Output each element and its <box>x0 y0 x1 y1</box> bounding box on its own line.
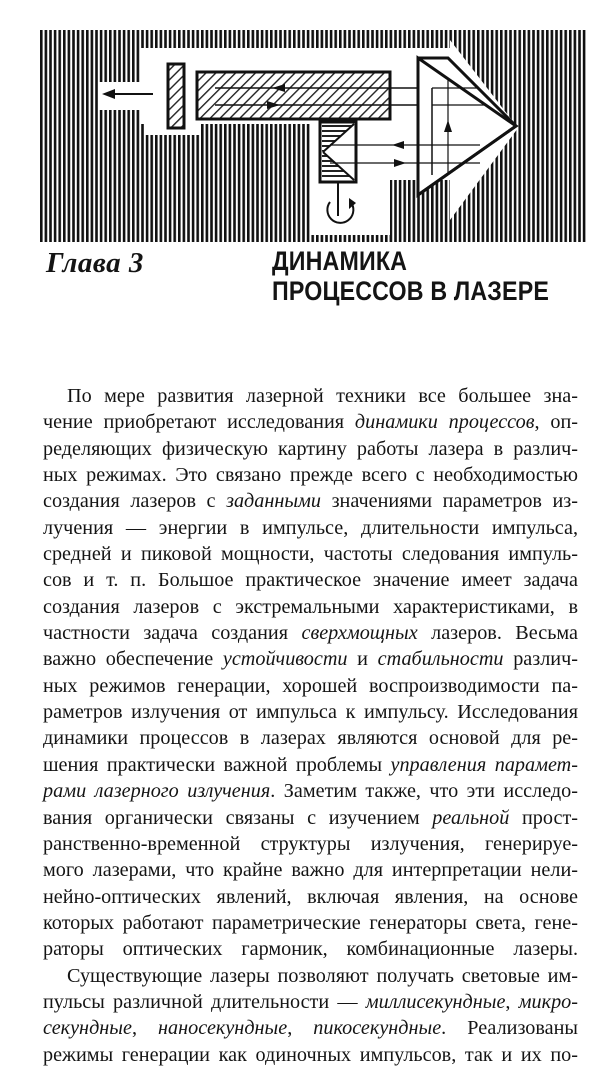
emphasis-text: миллисекундные <box>365 990 506 1013</box>
text-run: пульсы различной длительности — <box>43 990 366 1013</box>
emphasis-text: динамики процессов <box>354 411 535 434</box>
text-run: Существующие лазеры позволяют получать световые им- <box>67 964 578 987</box>
text-run: динамики процессов в лазерах являются основой для ре- <box>43 727 578 750</box>
emphasis-text: стабильности <box>377 648 504 671</box>
text-run: различ- <box>503 648 578 671</box>
text-run: раторы оптических гармоник, комбинационные лазеры. <box>43 938 578 961</box>
text-run: прост- <box>509 806 578 829</box>
text-line <box>43 699 578 725</box>
text-run: ределяющих физическую картину работы лазера в различ- <box>43 437 578 460</box>
text-run: сов и т. п. Большое практическое значение имеет задача <box>43 569 578 592</box>
emphasis-text: сверхмощных <box>301 622 418 645</box>
text-line <box>43 884 578 910</box>
text-run: . Заметим также, что эти исследо- <box>270 780 578 803</box>
emphasis-text: пикосекундные <box>313 1017 442 1040</box>
laser-schematic-figure <box>40 30 586 242</box>
text-line <box>43 383 578 409</box>
text-line <box>43 1042 578 1068</box>
text-run: ных режимов генерации, хорошей воспроизводимости па- <box>43 674 578 697</box>
text-line <box>43 515 578 541</box>
text-run: мого лазерами, что крайне важно для интерпретации нели- <box>43 859 578 882</box>
text-run: ных режимах. Это связано прежде всего с необходимостью <box>43 464 578 487</box>
text-line <box>43 963 578 989</box>
chapter-title-line-2: ПРОЦЕССОВ В ЛАЗЕРЕ <box>272 276 550 306</box>
text-line <box>43 409 578 435</box>
emphasis-text: заданными <box>226 490 322 513</box>
text-run: раметров излучения от импульса к импульсу. Исследования <box>43 701 578 724</box>
text-run: , <box>131 1017 159 1040</box>
text-line <box>43 936 578 962</box>
text-run: средней и пиковой мощности, частоты следования импуль- <box>43 543 578 566</box>
emphasis-text: секундные <box>43 1017 132 1040</box>
emphasis-text: микро- <box>518 990 579 1013</box>
text-line <box>43 778 578 804</box>
text-run: значениями параметров из- <box>321 490 579 513</box>
text-line <box>43 594 578 620</box>
text-run: ранственно-временной структуры излучения, генерируе- <box>43 832 578 855</box>
text-line <box>43 752 578 778</box>
text-run: , <box>287 1017 314 1040</box>
text-run: режимы генерации как одиночных импульсов, так и их по- <box>43 1043 578 1066</box>
chapter-title-line-1: ДИНАМИКА <box>272 246 408 276</box>
text-line <box>43 567 578 593</box>
chapter-label: Глава 3 <box>46 247 144 279</box>
text-run: частности задача создания <box>43 622 302 645</box>
text-line <box>43 488 578 514</box>
text-run: важно обеспечение <box>43 648 223 671</box>
text-line <box>43 910 578 936</box>
body-text <box>43 383 578 1068</box>
emphasis-text: наносекундные <box>158 1017 288 1040</box>
text-line <box>43 673 578 699</box>
text-run: , оп- <box>534 411 578 434</box>
text-line <box>43 725 578 751</box>
text-line <box>43 1015 578 1041</box>
text-run: лучения — энергии в импульсе, длительности импульса, <box>43 516 578 539</box>
text-run: лазеров. Весьма <box>417 622 579 645</box>
text-run: которых работают параметрические генераторы света, гене- <box>43 911 578 934</box>
text-line <box>43 436 578 462</box>
text-line <box>43 857 578 883</box>
text-run: чение приобретают исследования <box>43 411 355 434</box>
emphasis-text: реальной <box>432 806 510 829</box>
emphasis-text: устойчивости <box>222 648 348 671</box>
text-run: По мере развития лазерной техники все большее зна- <box>67 385 578 407</box>
text-run: создания лазеров с экстремальными характеристиками, в <box>43 595 578 618</box>
text-line <box>43 462 578 488</box>
text-run: нейно-оптических явлений, включая явления, на основе <box>43 885 578 908</box>
text-line <box>43 541 578 567</box>
text-line <box>43 805 578 831</box>
text-run: вания органически связаны с изучением <box>43 806 433 829</box>
text-run: . Реализованы <box>441 1017 578 1040</box>
text-run: шения практически важной проблемы <box>43 753 391 776</box>
text-line <box>43 831 578 857</box>
chapter-title <box>272 246 549 306</box>
text-line <box>43 989 578 1015</box>
text-run: , <box>505 990 519 1013</box>
emphasis-text: управления парамет- <box>390 753 578 776</box>
emphasis-text: рами лазерного излучения <box>43 780 271 803</box>
text-run: и <box>347 648 378 671</box>
text-line <box>43 646 578 672</box>
text-line <box>43 620 578 646</box>
text-run: создания лазеров с <box>43 490 227 513</box>
